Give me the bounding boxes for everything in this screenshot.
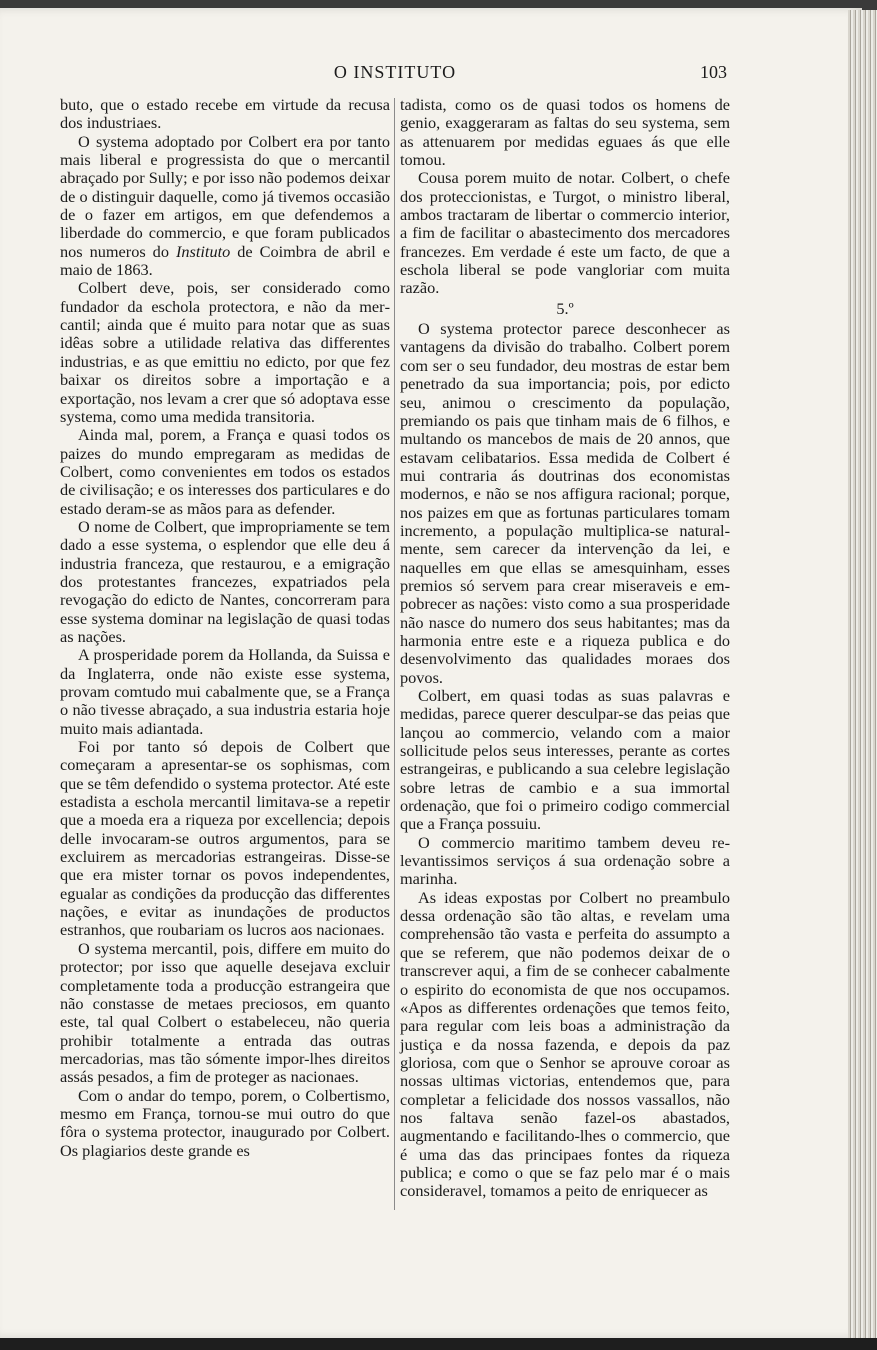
running-title: O INSTITUTO: [333, 62, 457, 82]
right-column: [400, 96, 730, 1201]
paragraph: O systema mercantil, pois, differe em muito do protector; por isso que aquelle desejava excluir completamente toda a producção estrangeira que não constasse de metaes preciosos, em quanto este, tal qual Colbert o estabeleceu, não queria prohibir totalmente a entrada das outras mercadorias, mas tão sómente impor-lhes direitos assás pesados, a fim de proteger as nacionaes.: [60, 938, 390, 1087]
paragraph: O commercio maritimo tambem deveu relevantissimos serviços á sua ordenação sobre a marinha.: [400, 832, 730, 889]
paragraph: buto, que o estado recebe em virtude da recusa dos industriaes.: [60, 95, 390, 133]
paragraph: As ideas expostas por Colbert no preambulo dessa ordenação são tão altas, e revelam uma comprehensão tão vasta e perfeita do assumpto a que se referem, que não podemos deixar de o transcrever aqui, a fim de se conhecer cabalmente o espirito do economista de que nos occupamos. «Apos as differentes ordenações que temos feito, para regular com leis boas a administração da justiça e da nossa fazenda, e depois da paz gloriosa, com que o Senhor se aprouve coroar as nossas ultimas victorias, entendemos que, para completar a felicidade dos nossos vassallos, não nos faltava senão fazel-os abastados, augmentando e facilitando-lhes o commercio, que é uma das das principaes fontes da riqueza publica; e como o que se faz pelo mar é o mais consideravel, tomamos a peito de enriquecer as: [400, 887, 730, 1201]
column-rule: [394, 98, 395, 1210]
left-column: [60, 96, 390, 1160]
paragraph: Com o andar do tempo, porem, o Colbertismo, mesmo em França, tornou-se mui outro do que fôra o systema protector, inaugurado por Colbert. Os plagiarios deste grande es: [60, 1085, 390, 1160]
paragraph: O nome de Colbert, que impropriamente se tem dado a esse systema, o esplendor que elle deu á industria franceza, que restaurou, e a emigração dos protestantes francezes, expatriados pela revogação do edicto de Nantes, concorreram para esse systema dominar na legislação de quasi todas as nações.: [60, 516, 390, 646]
page-number: 103: [700, 62, 727, 82]
scan-border: [0, 1338, 877, 1350]
paragraph: Foi por tanto só depois de Colbert que começaram a apresentar-se os sophismas, com que se têm defendido o systema protector. Até este estadista a eschola mercantil limitava-se a repetir que a moeda era a riqueza por excellencia; depois delle invocaram-se outros argumentos, para se excluirem as mercadorias estrangeiras. Disse-se que era mister tornar os povos independentes, egualar as condições da producção das differentes nações, e evitar as inundações de productos estranhos, que roubariam os lucros aos nacionaes.: [60, 737, 390, 940]
paragraph: tadista, como os de quasi todos os homens de genio, exaggeraram as faltas do seu systema, sem as attenuarem por medidas eguaes ás que elle tomou.: [400, 95, 730, 170]
publication-title: Instituto: [175, 241, 231, 261]
page-edges: [848, 10, 877, 1340]
paragraph: Colbert, em quasi todas as suas palavras e medidas, parece querer desculpar-se das peias que lançou ao commercio, velando com a maior sollicitude pelos seus interesses, perante as cortes estrangeiras, e publicando a sua celebre legislação sobre letras de cambio e a sua immortal ordenação, que foi o primeiro codigo commercial que a França possuiu.: [400, 686, 730, 834]
paragraph: Ainda mal, porem, a França e quasi todos os paizes do mundo empregaram as medidas de Colbert, como convenientes em todos os estados de civilisação; e os interesses dos particulares e do estado deram-se as mãos para as defender.: [60, 425, 390, 518]
paragraph-text: O systema adoptado por Colbert era por tanto mais liberal e progressista do que o mercantil abraçado por Sully; e por isso não podemos deixar de o distinguir daquelle, como já tivemos occasião de o fazer em artigos, em que defendemos a liberdade do commercio, e que foram publicados nos numeros do: [60, 131, 390, 261]
paragraph: [60, 133, 390, 280]
paragraph: A prosperidade porem da Hollanda, da Suissa e da Inglaterra, onde não existe esse systema, provam comtudo mui cabalmente que, se a França o não tivesse abraçado, a sua industria estaria hoje muito mais adiantada.: [60, 645, 390, 738]
paragraph: O systema protector parece desconhecer as vantagens da divisão do trabalho. Colbert porem com ser o seu fundador, deu mostras de estar bem penetrado da sua importancia; pois, por edicto seu, animou o crescimento da população, premiando os pais que tinham mais de 6 filhos, e multando os mancebos de mais de 20 annos, que estavam celibatarios. Essa medida de Colbert é mui contraria ás doutrinas dos economistas modernos, e não se nos affigura racional; porque, nos paizes em que as fortunas particulares tomam incremento, a população multiplica-se naturalmente, sem carecer da intervenção da lei, e naquelles em que ellas se amesquinham, esses premios só servem para crear miseraveis e empobrecer as nações: visto como a sua prosperidade não nasce do numero dos seus habitantes; mas da harmonia entre este e a riqueza publica e do desenvolvimento das qualidades moraes dos povos.: [400, 319, 730, 687]
paragraph-text: de Coimbra de abril e maio de 1863.: [60, 241, 390, 280]
paragraph: Colbert deve, pois, ser considerado como fundador da eschola protectora, e não da mercantil; ainda que é muito para notar que as suas idêas sobre a utilidade relativa das differentes industrias, e as que emittiu no edicto, por que fez baixar os direitos sobre a importação e a exportação, nos levam a crer que só adoptava esse systema, como uma medida transitoria.: [60, 278, 390, 426]
paragraph: Cousa porem muito de notar. Colbert, o chefe dos proteccionistas, e Turgot, o ministro liberal, ambos tractaram de libertar o commercio interior, a fim de facilitar o abastecimento dos mercadores francezes. Em verdade é este um facto, de que a eschola liberal se pode vangloriar com muita razão.: [400, 168, 730, 298]
section-heading: 5.º: [556, 298, 574, 318]
